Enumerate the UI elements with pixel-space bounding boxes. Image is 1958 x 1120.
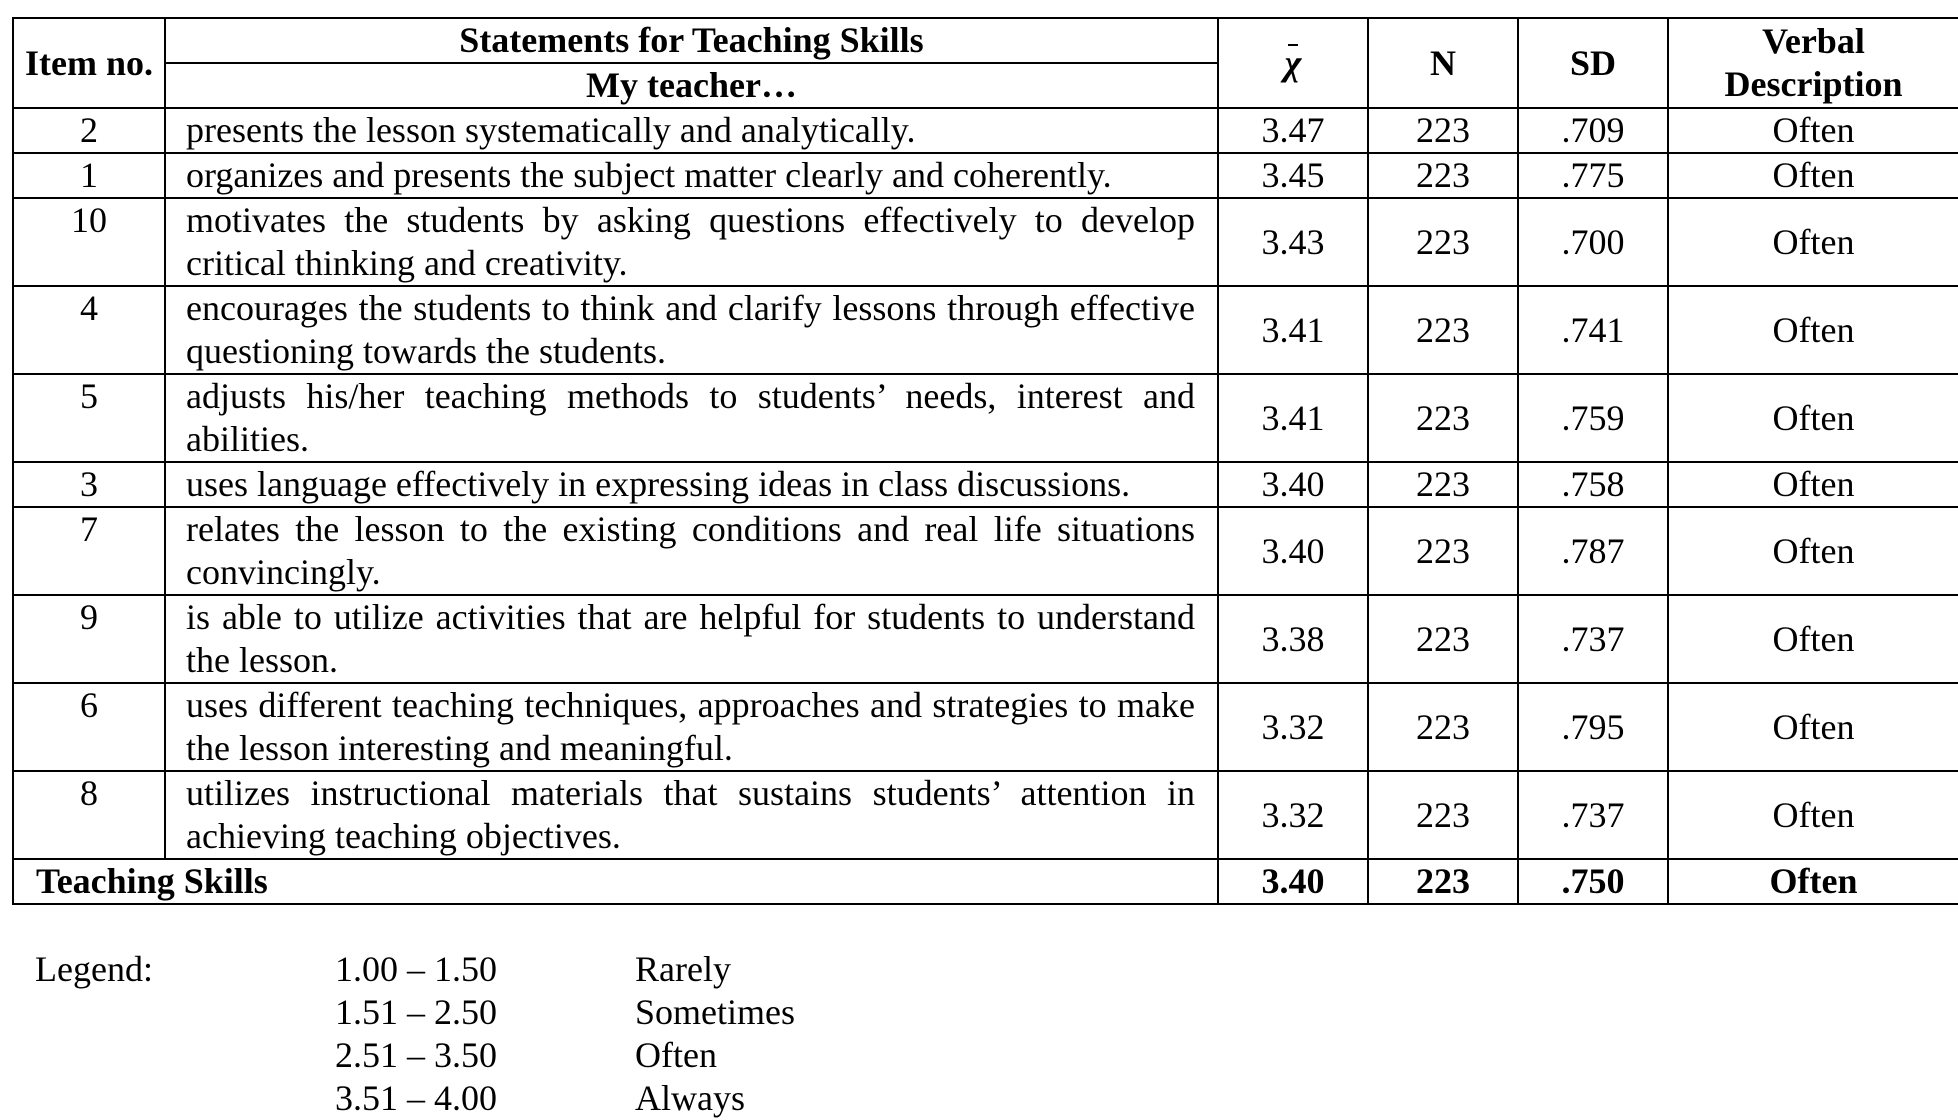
header-statements-sub: My teacher… (165, 63, 1218, 108)
item-number: 8 (13, 771, 165, 859)
legend-range: 3.51 – 4.00 (335, 1078, 497, 1118)
header-statements-title: Statements for Teaching Skills (165, 18, 1218, 63)
sd-value: .759 (1518, 374, 1668, 462)
statement: motivates the students by asking questions effectively to develop critical thinking and creativity. (165, 198, 1218, 286)
statement: adjusts his/her teaching methods to students’ needs, interest and abilities. (165, 374, 1218, 462)
table-row (13, 595, 1958, 683)
table-row (13, 771, 1958, 859)
legend-row (335, 948, 935, 991)
verbal-description: Often (1668, 374, 1958, 462)
legend-row (335, 991, 935, 1034)
n-value: 223 (1368, 108, 1518, 153)
verbal-description: Often (1668, 683, 1958, 771)
legend-range: 2.51 – 3.50 (335, 1035, 497, 1075)
total-mean: 3.40 (1218, 859, 1368, 904)
mean-value: 3.32 (1218, 771, 1368, 859)
legend-row (335, 1077, 935, 1120)
header-verbal-description: Verbal Description (1668, 18, 1958, 108)
item-number: 3 (13, 462, 165, 507)
table-row (13, 153, 1958, 198)
total-row (13, 859, 1958, 904)
legend-label: Often (635, 1035, 717, 1075)
statement: organizes and presents the subject matter clearly and coherently. (165, 153, 1218, 198)
legend-label: Rarely (635, 949, 731, 989)
header-sd: SD (1518, 18, 1668, 108)
table-row (13, 198, 1958, 286)
verbal-description: Often (1668, 771, 1958, 859)
table-row (13, 507, 1958, 595)
verbal-description: Often (1668, 286, 1958, 374)
n-value: 223 (1368, 595, 1518, 683)
item-number: 10 (13, 198, 165, 286)
table-row (13, 108, 1958, 153)
item-number: 2 (13, 108, 165, 153)
verbal-description: Often (1668, 198, 1958, 286)
verbal-description: Often (1668, 595, 1958, 683)
item-number: 9 (13, 595, 165, 683)
legend-label: Always (635, 1078, 745, 1118)
n-value: 223 (1368, 153, 1518, 198)
n-value: 223 (1368, 462, 1518, 507)
statement: uses language effectively in expressing ideas in class discussions. (165, 462, 1218, 507)
header-item-no: Item no. (13, 18, 165, 108)
mean-value: 3.32 (1218, 683, 1368, 771)
verbal-description: Often (1668, 108, 1958, 153)
mean-value: 3.41 (1218, 286, 1368, 374)
item-number: 4 (13, 286, 165, 374)
mean-value: 3.47 (1218, 108, 1368, 153)
table-row (13, 683, 1958, 771)
verbal-description: Often (1668, 507, 1958, 595)
mean-symbol: χ (1284, 42, 1302, 83)
item-number: 1 (13, 153, 165, 198)
header-mean (1218, 18, 1368, 108)
n-value: 223 (1368, 683, 1518, 771)
verbal-description: Often (1668, 462, 1958, 507)
statement: is able to utilize activities that are helpful for students to understand the lesson. (165, 595, 1218, 683)
total-sd: .750 (1518, 859, 1668, 904)
legend-range: 1.51 – 2.50 (335, 992, 497, 1032)
legend-row (335, 1034, 935, 1077)
total-verbal-description: Often (1668, 859, 1958, 904)
item-number: 5 (13, 374, 165, 462)
n-value: 223 (1368, 771, 1518, 859)
n-value: 223 (1368, 286, 1518, 374)
legend-rows (335, 948, 935, 1120)
total-n: 223 (1368, 859, 1518, 904)
table-row (13, 286, 1958, 374)
sd-value: .737 (1518, 771, 1668, 859)
item-number: 6 (13, 683, 165, 771)
sd-value: .758 (1518, 462, 1668, 507)
sd-value: .795 (1518, 683, 1668, 771)
sd-value: .787 (1518, 507, 1668, 595)
sd-value: .775 (1518, 153, 1668, 198)
sd-value: .700 (1518, 198, 1668, 286)
statement: presents the lesson systematically and analytically. (165, 108, 1218, 153)
sd-value: .709 (1518, 108, 1668, 153)
item-number: 7 (13, 507, 165, 595)
n-value: 223 (1368, 198, 1518, 286)
mean-value: 3.41 (1218, 374, 1368, 462)
mean-value: 3.43 (1218, 198, 1368, 286)
verbal-description: Often (1668, 153, 1958, 198)
statement: utilizes instructional materials that sustains students’ attention in achieving teaching objectives. (165, 771, 1218, 859)
total-label: Teaching Skills (13, 859, 1218, 904)
mean-value: 3.40 (1218, 462, 1368, 507)
statement: encourages the students to think and clarify lessons through effective questioning towards the students. (165, 286, 1218, 374)
mean-value: 3.40 (1218, 507, 1368, 595)
sd-value: .741 (1518, 286, 1668, 374)
teaching-skills-table (12, 17, 1958, 905)
sd-value: .737 (1518, 595, 1668, 683)
statement: relates the lesson to the existing conditions and real life situations convincingly. (165, 507, 1218, 595)
n-value: 223 (1368, 374, 1518, 462)
mean-value: 3.45 (1218, 153, 1368, 198)
statement: uses different teaching techniques, approaches and strategies to make the lesson interesting and meaningful. (165, 683, 1218, 771)
legend-title: Legend: (35, 949, 153, 989)
table-row (13, 374, 1958, 462)
n-value: 223 (1368, 507, 1518, 595)
legend-range: 1.00 – 1.50 (335, 949, 497, 989)
mean-value: 3.38 (1218, 595, 1368, 683)
header-n: N (1368, 18, 1518, 108)
legend-label: Sometimes (635, 992, 795, 1032)
table-row (13, 462, 1958, 507)
